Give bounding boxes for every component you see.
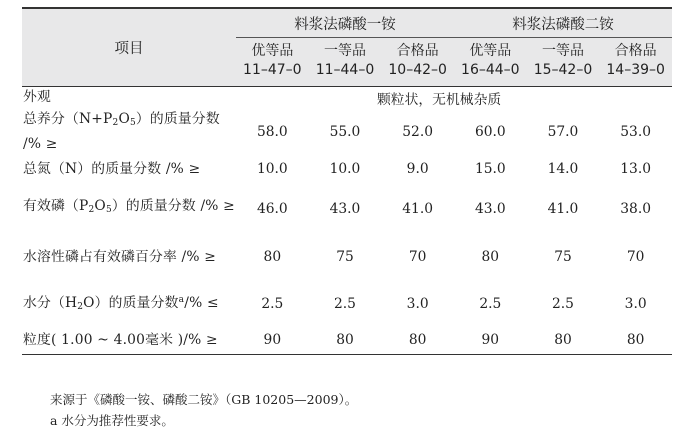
row-label: 水分$(H_2O)$的质量分数$^a$/% ≤ (23, 294, 219, 312)
row-label: 水溶性磷占有效磷百分率 /% ≥ (23, 248, 217, 265)
cell-value: 60.0 (474, 123, 506, 140)
cell-value: 3.0 (624, 295, 647, 312)
table-row (22, 327, 672, 355)
cell-value: 46.0 (256, 200, 288, 217)
appearance-value: 颗粒状，无机械杂质 (377, 91, 502, 108)
cell-value: 43.0 (329, 200, 361, 217)
cell-value: 3.0 (406, 295, 429, 312)
source-note: 来源于《磷酸一铵、磷酸二铵》（GB 10205—2009）。 (50, 392, 358, 407)
grade-header: 一等品 (527, 38, 600, 62)
table-row (22, 155, 672, 184)
cell-value: 2.5 (261, 295, 284, 312)
specification-table (22, 7, 672, 355)
cell-value: 80 (381, 327, 454, 355)
row-label: 总养分$(N+P_2O_5)$的质量分数 /% ≥ (23, 110, 220, 152)
grade-code: 10–42–0 (381, 61, 454, 87)
cell-value: 10.0 (256, 161, 288, 177)
table-row (22, 109, 672, 155)
cell-value: 15.0 (474, 161, 506, 177)
table-row (22, 234, 672, 281)
cell-value: 90 (236, 327, 309, 355)
cell-value: 70 (626, 249, 645, 265)
grade-header: 优等品 (236, 38, 309, 62)
row-label: 有效磷$(P_2O_5)$的质量分数 /% ≥ (23, 198, 235, 215)
item-column-header: 项目 (22, 8, 236, 87)
footnote: a 水分为推荐性要求。 (50, 413, 174, 428)
cell-value: 41.0 (547, 200, 579, 217)
cell-value: 2.5 (551, 295, 574, 312)
grade-header: 优等品 (454, 38, 527, 62)
cell-value: 2.5 (479, 295, 502, 312)
grade-header: 一等品 (309, 38, 382, 62)
cell-value: 2.5 (334, 295, 356, 312)
table-row-appearance (22, 87, 672, 109)
table-row (22, 184, 672, 234)
grade-code: 11–47–0 (236, 61, 309, 87)
cell-value: 52.0 (402, 123, 434, 140)
grade-code: 15–42–0 (527, 61, 600, 87)
cell-value: 43.0 (474, 200, 506, 217)
row-label: 粒度( 1.00 ~ 4.00毫米 )/% ≥ (22, 327, 236, 355)
cell-value: 75 (554, 249, 572, 265)
cell-value: 80 (481, 249, 500, 265)
grade-code: 14–39–0 (599, 61, 672, 87)
cell-value: 80 (527, 327, 600, 355)
cell-value: 14.0 (547, 161, 579, 177)
group-header-map: 料浆法磷酸一铵 (236, 8, 454, 38)
grade-header: 合格品 (599, 38, 672, 62)
cell-value: 55.0 (329, 123, 361, 140)
grade-header: 合格品 (381, 38, 454, 62)
grade-code: 11–44–0 (309, 61, 382, 87)
cell-value: 80 (263, 249, 282, 265)
cell-value: 13.0 (620, 161, 652, 177)
cell-value: 75 (336, 249, 354, 265)
cell-value: 10.0 (329, 161, 361, 177)
group-header-dap: 料浆法磷酸二铵 (454, 8, 672, 38)
cell-value: 41.0 (402, 200, 434, 217)
cell-value: 53.0 (620, 123, 652, 140)
row-label: 外观 (23, 89, 51, 106)
cell-value: 70 (408, 249, 427, 265)
cell-value: 58.0 (256, 123, 288, 140)
table-row (22, 281, 672, 327)
cell-value: 9.0 (406, 161, 429, 177)
cell-value: 90 (454, 327, 527, 355)
table-notes (50, 389, 357, 431)
row-label: 总氮（N）的质量分数 /% ≥ (23, 160, 201, 177)
cell-value: 57.0 (547, 123, 579, 140)
cell-value: 80 (309, 327, 382, 355)
grade-code: 16–44–0 (454, 61, 527, 87)
cell-value: 80 (599, 327, 672, 355)
cell-value: 38.0 (620, 200, 652, 217)
